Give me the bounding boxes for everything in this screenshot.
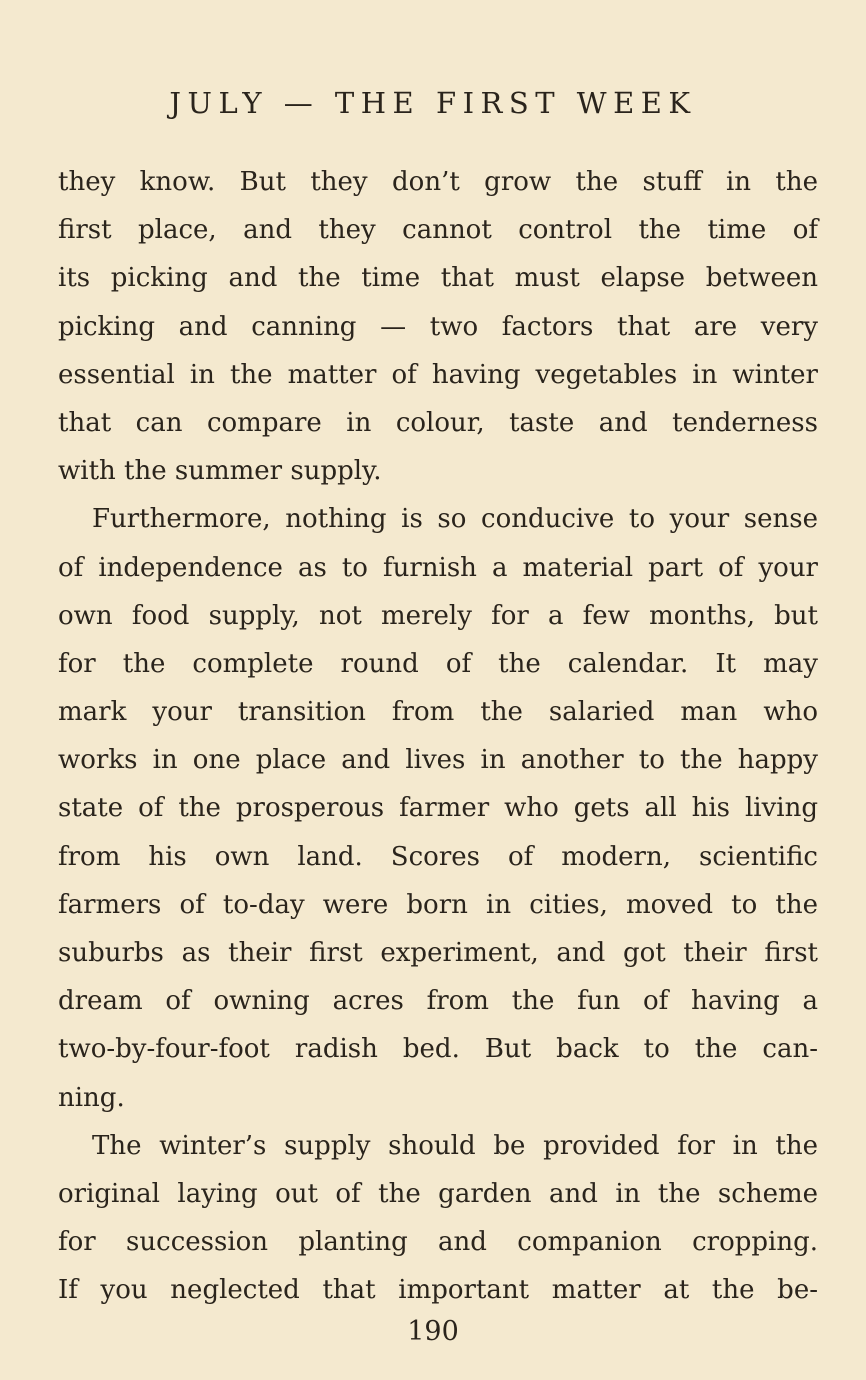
text-line: they know. But they don’t grow the stuff in the: [58, 167, 818, 197]
running-head: JULY — THE FIRST WEEK: [169, 86, 697, 120]
text-line: first place, and they cannot control the time of: [58, 215, 818, 246]
text-line: for the complete round of the calendar. It may: [58, 648, 818, 679]
text-line: Furthermore, nothing is so conducive to your sense: [92, 504, 818, 535]
text-line: suburbs as their first experiment, and got their first: [58, 938, 818, 968]
text-line: If you neglected that important matter at the be-: [58, 1275, 818, 1306]
text-line: its picking and the time that must elapse between: [58, 263, 818, 294]
page-number: 190: [407, 1316, 459, 1347]
text-line: from his own land. Scores of modern, scientific: [58, 841, 818, 872]
text-line: picking and canning — two factors that are very: [58, 311, 818, 342]
text-line: that can compare in colour, taste and tenderness: [58, 407, 818, 438]
text-line: with the summer supply.: [58, 456, 382, 487]
text-line: The winter’s supply should be provided for in the: [92, 1130, 818, 1161]
text-line: for succession planting and companion cropping.: [58, 1227, 818, 1258]
body-text: [58, 158, 818, 1315]
text-line: state of the prosperous farmer who gets all his living: [58, 793, 818, 824]
text-line: ning.: [58, 1082, 125, 1113]
text-line: essential in the matter of having vegetables in winter: [58, 359, 818, 390]
text-line: works in one place and lives in another to the happy: [58, 745, 818, 776]
text-line: of independence as to furnish a material part of your: [58, 552, 818, 583]
text-line: two-by-four-foot radish bed. But back to the can-: [58, 1034, 818, 1065]
text-line: dream of owning acres from the fun of having a: [58, 986, 818, 1017]
text-line: original laying out of the garden and in the scheme: [58, 1178, 818, 1209]
text-line: mark your transition from the salaried man who: [58, 697, 818, 728]
text-line: own food supply, not merely for a few months, but: [58, 600, 818, 631]
text-line: farmers of to-day were born in cities, moved to the: [58, 889, 818, 920]
